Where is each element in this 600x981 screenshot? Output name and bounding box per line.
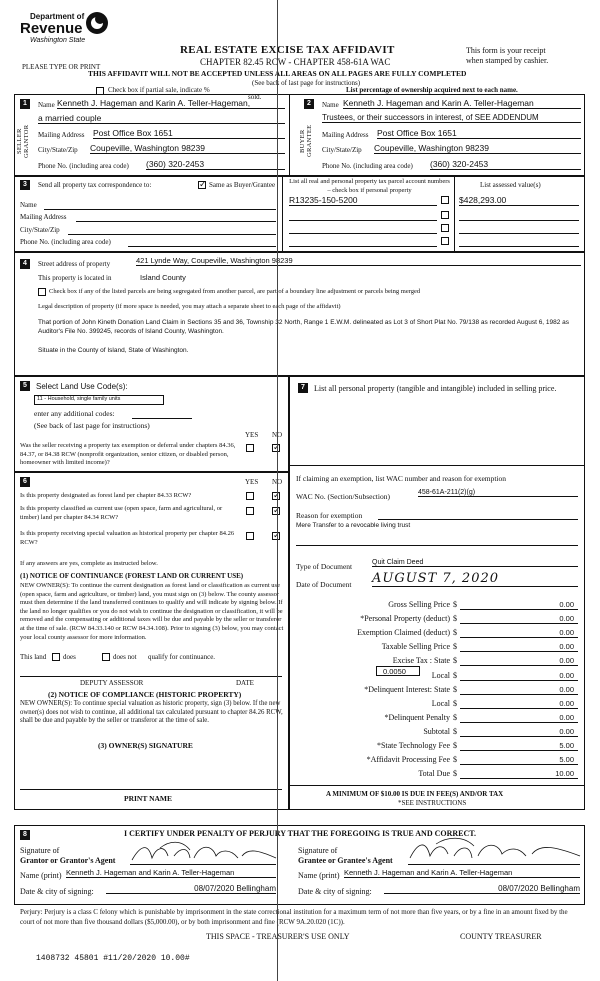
- grantor-sig-label-1: Signature of: [20, 846, 60, 855]
- fee-row-line: [460, 708, 578, 709]
- fee-row-dollar: $: [453, 698, 457, 708]
- fee-row-label: Subtotal: [423, 726, 450, 736]
- grantee-print-name[interactable]: Kenneth J. Hageman and Karin A. Teller-Hageman: [344, 868, 580, 878]
- s3-city-label: City/State/Zip: [20, 226, 60, 234]
- fee-row-line: [460, 694, 578, 695]
- fee-row-dollar: $: [453, 755, 457, 765]
- county-treasurer-label: COUNTY TREASURER: [460, 932, 542, 941]
- s5-no-header: NO: [272, 431, 283, 439]
- fee-row-label: Exemption Claimed (deduct): [357, 628, 450, 638]
- assessed-header: List assessed value(s): [480, 181, 541, 189]
- buyer-mailing[interactable]: Post Office Box 1651: [377, 128, 581, 139]
- doc-type[interactable]: Quit Claim Deed: [372, 559, 578, 567]
- fee-row-value[interactable]: 0.00: [559, 670, 574, 680]
- historic-question: Is this property receiving special valuation as historical property per chapter 84.26 RCW?: [20, 530, 235, 546]
- notice-continuance-title: (1) NOTICE OF CONTINUANCE (FOREST LAND OR CURRENT USE): [20, 572, 244, 580]
- land-does-checkbox[interactable]: [52, 653, 60, 661]
- section-1-number: 1: [20, 99, 30, 109]
- buyer-side-label: BUYER GRANTEE: [299, 124, 313, 158]
- land-use-label: Select Land Use Code(s):: [36, 382, 128, 391]
- exemption-question: Was the seller receiving a property tax exemption or deferral under chapters 84.36, 84.37, or 84.38 RCW (nonprofit organization, senior citizen, or disabled person, homeowner with limited income)?: [20, 442, 236, 466]
- grantee-signature[interactable]: [408, 836, 582, 866]
- fee-row-line: [460, 764, 578, 765]
- grantor-signature[interactable]: [130, 838, 280, 866]
- situate-text: Situate in the County of Island, State of Washington.: [38, 347, 189, 354]
- send-correspondence-label: Send all property tax correspondence to:: [38, 181, 152, 189]
- certify-statement: I CERTIFY UNDER PENALTY OF PERJURY THAT THE FOREGOING IS TRUE AND CORRECT.: [124, 829, 477, 838]
- land-does-label: does: [63, 653, 76, 661]
- parcel-personal-checkbox-4[interactable]: [441, 237, 449, 245]
- parcel-number[interactable]: R13235-150-5200: [289, 195, 437, 206]
- fee-row-value[interactable]: 0.00: [559, 600, 574, 609]
- grantee-date-city[interactable]: 08/07/2020 Bellingham: [384, 884, 580, 894]
- fee-row-dollar: $: [453, 726, 457, 736]
- deputy-assessor-label: DEPUTY ASSESSOR: [80, 679, 144, 687]
- qualify-label: qualify for continuance.: [148, 653, 216, 661]
- this-land-label: This land: [20, 653, 47, 661]
- forest-yes-checkbox[interactable]: [246, 492, 254, 500]
- logo-state: Washington State: [30, 37, 86, 44]
- notice-compliance-text: NEW OWNER(S): To continue special valuation as historic property, sign (3) below. If the new owner(s) does not wish to continue, all additional tax calculated pursuant to chapter 84.26 RCW, shall be due and payable by the seller or transferor at the time of sale.: [20, 700, 283, 725]
- fee-row-value[interactable]: 0.00: [559, 726, 574, 736]
- fee-row-value[interactable]: 0.00: [559, 712, 574, 722]
- buyer-city-label: City/State/Zip: [322, 146, 362, 154]
- historic-no-checkbox[interactable]: [272, 532, 280, 540]
- fee-row-value[interactable]: 5.00: [559, 741, 574, 750]
- fee-row-dollar: $: [453, 741, 457, 750]
- forest-no-checkbox[interactable]: [272, 492, 280, 500]
- doc-type-label: Type of Document: [296, 562, 353, 571]
- fee-row-value[interactable]: 0.00: [559, 684, 574, 694]
- s6-yes-header: YES: [245, 478, 259, 486]
- local-rate: 0.0050: [383, 667, 406, 676]
- personal-property-label: List all personal property (tangible and intangible) included in selling price.: [314, 384, 557, 393]
- land-use-value: 11 - Household, single family units: [37, 396, 121, 402]
- grantor-name-label: Name (print): [20, 871, 62, 880]
- fee-row-dollar: $: [453, 769, 457, 779]
- grantee-sig-label-1: Signature of: [298, 846, 338, 855]
- fee-row-label: Taxable Selling Price: [381, 642, 450, 652]
- fee-row-label: *Affidavit Processing Fee: [366, 755, 450, 765]
- fee-row-line: [460, 680, 578, 681]
- fee-row-label: Excise Tax : State: [392, 656, 450, 666]
- seller-mailing[interactable]: Post Office Box 1651: [93, 128, 285, 139]
- fee-row-dollar: $: [453, 642, 457, 652]
- ownership-note: List percentage of ownership acquired next to each name.: [346, 86, 518, 94]
- grantor-date-city[interactable]: 08/07/2020 Bellingham: [106, 884, 276, 894]
- section-2-number: 2: [304, 99, 314, 109]
- local-rate-box[interactable]: [376, 666, 420, 676]
- doc-date-label: Date of Document: [296, 580, 352, 589]
- legal-description-label: Legal description of property (if more space is needed, you may attach a separate sheet to each page of the affidavit): [38, 303, 341, 310]
- parcel-header: List all real and personal property tax parcel account numbers – check box if personal property: [289, 178, 450, 194]
- fee-row-dollar: $: [453, 656, 457, 666]
- assessed-value[interactable]: $428,293.00: [459, 195, 579, 206]
- see-back-note: (See back of last page for instructions): [252, 79, 361, 87]
- land-does-not-checkbox[interactable]: [102, 653, 110, 661]
- same-as-buyer-checkbox[interactable]: [198, 181, 206, 189]
- s3-name-label: Name: [20, 201, 37, 209]
- segregated-checkbox[interactable]: [38, 288, 46, 296]
- buyer-city[interactable]: Coupeville, Washington 98239: [374, 143, 581, 154]
- parcel-personal-checkbox-3[interactable]: [441, 224, 449, 232]
- s6-no-header: NO: [272, 478, 283, 486]
- located-label: This property is located in: [38, 274, 112, 282]
- fee-row-label: Local: [431, 698, 450, 708]
- buyer-phone-label: Phone No. (including area code): [322, 162, 413, 170]
- fee-row-dollar: $: [453, 712, 457, 722]
- logo-revenue: Revenue: [20, 20, 83, 37]
- seller-side-label: SELLER GRANTOR: [16, 124, 30, 158]
- dor-logo: [22, 12, 122, 54]
- section-8-number: 8: [20, 830, 30, 840]
- fee-row-line: [460, 750, 578, 751]
- seller-phone-label: Phone No. (including area code): [38, 162, 129, 170]
- grantee-sig-label-2: Grantee or Grantee's Agent: [298, 856, 393, 865]
- exemption-no-checkbox[interactable]: [272, 444, 280, 452]
- segregated-label: Check box if any of the listed parcels are being segregated from another parcel, are part of a boundary line adjustment or parcels being merged: [49, 288, 421, 295]
- section-3-number: 3: [20, 180, 30, 190]
- partial-sale-label: Check box if partial sale, indicate %: [108, 86, 210, 94]
- fee-row-label: *State Technology Fee: [376, 741, 450, 750]
- fee-row-value[interactable]: 10.00: [555, 769, 574, 779]
- logo-emblem-icon: [86, 12, 108, 34]
- warning-line: THIS AFFIDAVIT WILL NOT BE ACCEPTED UNLESS ALL AREAS ON ALL PAGES ARE FULLY COMPLETED: [88, 69, 467, 78]
- deputy-date-label: DATE: [236, 679, 254, 687]
- fee-row-value[interactable]: 0.00: [559, 628, 574, 638]
- additional-codes-label: enter any additional codes:: [34, 409, 115, 418]
- property-county[interactable]: Island County: [140, 273, 186, 282]
- seller-name-line2[interactable]: a married couple: [38, 113, 285, 124]
- treasurer-space-label: THIS SPACE - TREASURER'S USE ONLY: [206, 932, 350, 941]
- minimum-due-note: A MINIMUM OF $10.00 IS DUE IN FEE(S) AND/OR TAX: [326, 790, 504, 798]
- land-use-see-back: (See back of last page for instructions): [34, 421, 150, 430]
- current-use-no-checkbox[interactable]: [272, 507, 280, 515]
- s5-yes-header: YES: [245, 431, 259, 439]
- fee-row-line: [460, 651, 578, 652]
- buyer-phone[interactable]: (360) 320-2453: [430, 159, 581, 170]
- buyer-name-label: Name: [322, 101, 339, 109]
- exemption-yes-checkbox[interactable]: [246, 444, 254, 452]
- buyer-mailing-label: Mailing Address: [322, 131, 369, 139]
- section-5-number: 5: [20, 381, 30, 391]
- notice-continuance-text: NEW OWNER(S): To continue the current designation as forest land or classification as current use (open space, farm and agriculture, or timber) land, you must sign on (3) below. The county assessor must then determine if the land transferred continues to qualify and will indicate by signing below. If the land no longer qualifies or you do not wish to continue the designation or classification, it will be removed and the compensating or additional taxes will be due and payable by the seller or transferor at the time of sale. (RCW 84.33.140 or RCW 84.34.108). Prior to signing (3) below, you may contact your local county assessor for more information.: [20, 582, 284, 641]
- current-use-question: Is this property classified as current use (open space, farm and agricultural, or timber) land per chapter 84.34 RCW?: [20, 505, 223, 521]
- grantee-name-label: Name (print): [298, 871, 340, 880]
- seller-mailing-label: Mailing Address: [38, 131, 85, 139]
- treasurer-stamp: 1408732 45801 #11/20/2020 10.00#: [36, 954, 190, 963]
- seller-city-label: City/State/Zip: [38, 146, 78, 154]
- perjury-notice: Perjury: Perjury is a class C felony which is punishable by imprisonment in the state correctional institution for a maximum term of not more than five years, or by a fine in an amount fixed by the court of not more than five thousand dollars ($5,000.00), or by both imprisonment and fine (RCW 9A.20.020 (1C)).: [20, 908, 568, 926]
- exemption-reason[interactable]: Mere Transfer to a revocable living trust: [296, 522, 411, 529]
- land-does-not-label: does not: [113, 653, 137, 661]
- chapter-line: CHAPTER 82.45 RCW - CHAPTER 458-61A WAC: [200, 57, 391, 67]
- fee-row-value[interactable]: 0.00: [559, 614, 574, 624]
- fee-row-line: [460, 736, 578, 737]
- grantor-date-label: Date & city of signing:: [20, 887, 94, 896]
- section-4-frame: [14, 252, 585, 376]
- fee-row-dollar: $: [453, 614, 457, 624]
- fee-row-line: [460, 623, 578, 624]
- s3-mailing-label: Mailing Address: [20, 213, 67, 221]
- fee-row-line: [460, 665, 578, 666]
- receipt-note-2: when stamped by cashier.: [466, 56, 549, 65]
- current-use-yes-checkbox[interactable]: [246, 507, 254, 515]
- section-7-number: 7: [298, 383, 308, 393]
- fee-row-line: [460, 722, 578, 723]
- seller-phone[interactable]: (360) 320-2453: [146, 159, 285, 170]
- fee-row-line: [460, 778, 578, 779]
- fee-row-label: *Delinquent Penalty: [384, 712, 450, 722]
- same-as-buyer-label: Same as Buyer/Grantee: [209, 181, 276, 189]
- s3-phone-label: Phone No. (including area code): [20, 238, 111, 246]
- notice-compliance-title: (2) NOTICE OF COMPLIANCE (HISTORIC PROPERTY): [48, 690, 242, 699]
- fold-line: [277, 0, 278, 981]
- instruction-type-print: PLEASE TYPE OR PRINT: [22, 63, 101, 71]
- seller-name-label: Name: [38, 101, 55, 109]
- fee-row-value[interactable]: 0.00: [559, 642, 574, 652]
- grantor-sig-label-2: Grantor or Grantor's Agent: [20, 856, 116, 865]
- parcel-personal-checkbox-2[interactable]: [441, 211, 449, 219]
- parcel-personal-checkbox-1[interactable]: [441, 196, 449, 204]
- fee-row-dollar: $: [453, 628, 457, 638]
- fee-row-label: Total Due: [418, 769, 450, 779]
- fee-row-label: *Delinquent Interest: State: [364, 684, 450, 694]
- print-name-label: PRINT NAME: [124, 794, 172, 803]
- fee-row-dollar: $: [453, 600, 457, 609]
- fee-row-dollar: $: [453, 670, 457, 680]
- fee-row-line: [460, 609, 578, 610]
- grantee-date-label: Date & city of signing:: [298, 887, 372, 896]
- fee-row-line: [460, 637, 578, 638]
- fee-row-label: Gross Selling Price: [388, 600, 450, 609]
- buyer-name-line1[interactable]: Kenneth J. Hageman and Karin A. Teller-Hageman: [343, 98, 581, 109]
- doc-date[interactable]: AUGUST 7, 2020: [372, 571, 578, 587]
- fee-row-value[interactable]: 0.00: [559, 698, 574, 708]
- section-4-number: 4: [20, 259, 30, 269]
- owner-signature-label: (3) OWNER(S) SIGNATURE: [98, 741, 193, 750]
- property-street[interactable]: 421 Lynde Way, Coupeville, Washington 98239: [136, 256, 581, 266]
- wac-label: WAC No. (Section/Subsection): [296, 492, 390, 501]
- sold-label: sold.: [248, 93, 262, 101]
- page-title: REAL ESTATE EXCISE TAX AFFIDAVIT: [180, 44, 395, 56]
- grantor-print-name[interactable]: Kenneth J. Hageman and Karin A. Teller-Hageman: [66, 868, 276, 878]
- land-use-select[interactable]: [34, 395, 164, 405]
- fee-row-value[interactable]: 5.00: [559, 755, 574, 765]
- seller-name-line1[interactable]: Kenneth J. Hageman and Karin A. Teller-Hageman,: [57, 98, 285, 109]
- buyer-name-line2[interactable]: Trustees, or their successors in interest, of SEE ADDENDUM: [322, 113, 581, 123]
- fee-row-label: Local: [431, 670, 450, 680]
- forest-land-question: Is this property designated as forest land per chapter 84.33 RCW?: [20, 492, 192, 499]
- seller-city[interactable]: Coupeville, Washington 98239: [90, 143, 285, 154]
- fee-row-value[interactable]: 0.00: [559, 656, 574, 666]
- fee-row-label: *Personal Property (deduct): [360, 614, 450, 624]
- legal-description-text[interactable]: That portion of John Kineth Donation Land Claim in Sections 35 and 36, Township 32 North, Range 1 E.W.M. delineated as Lot 3 of Short Plat No. 79/138 as recorded August 6, 1982 as Auditor's File No. 399245, records of Island County, Washington.: [38, 319, 570, 335]
- section-6-number: 6: [20, 477, 30, 487]
- if-yes-instruction: If any answers are yes, complete as instructed below.: [20, 560, 158, 567]
- street-label: Street address of property: [38, 260, 111, 268]
- logo-dept-line: Department of: [30, 12, 85, 21]
- receipt-note-1: This form is your receipt: [466, 46, 546, 55]
- see-instructions-note: *SEE INSTRUCTIONS: [398, 799, 467, 807]
- historic-yes-checkbox[interactable]: [246, 532, 254, 540]
- fee-row-dollar: $: [453, 684, 457, 694]
- wac-number[interactable]: 458-61A-211(2)(g): [418, 489, 578, 497]
- reason-label: Reason for exemption: [296, 511, 363, 520]
- exemption-claim-label: If claiming an exemption, list WAC number and reason for exemption: [296, 474, 507, 483]
